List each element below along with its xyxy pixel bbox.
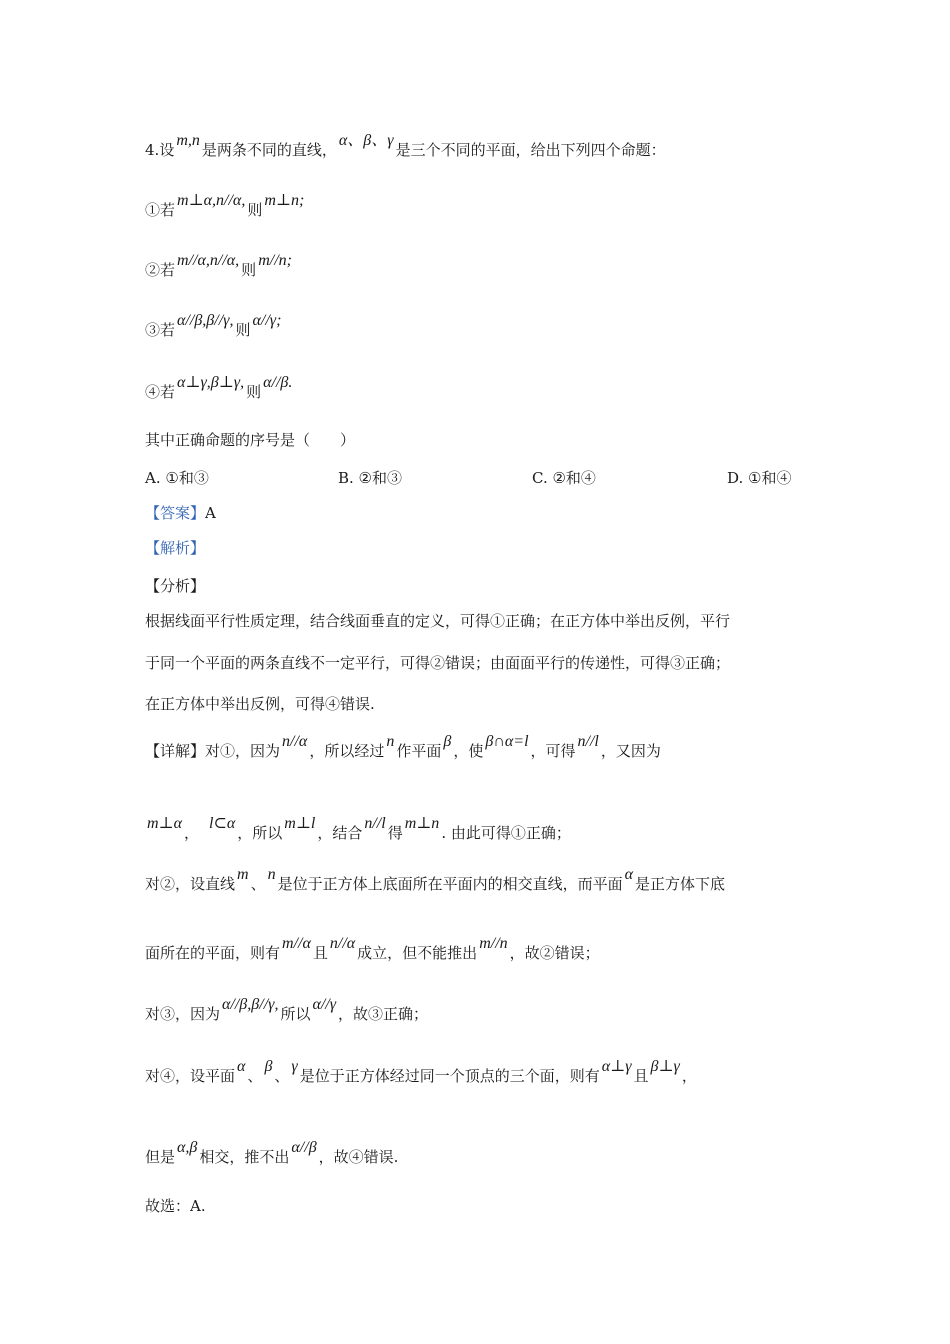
math: n//α	[282, 733, 308, 750]
question-stem: 4.设m,n是两条不同的直线，α、β、γ是三个不同的平面，给出下列四个命题：	[145, 132, 666, 159]
math: m,n	[176, 132, 200, 149]
math: α⊥γ,β⊥γ,	[177, 374, 245, 391]
detail-line-2: m⊥α，l⊂α，所以m⊥l，结合n//l得m⊥n. 由此可得①正确；	[147, 815, 571, 842]
math: α//γ	[312, 996, 337, 1013]
answer-label: 【答案】	[145, 504, 206, 522]
math: m⊥α	[147, 815, 182, 832]
detail-line-6: 对④，设平面α、β、γ是位于正方体经过同一个顶点的三个面，则有α⊥γ且β⊥γ，	[145, 1058, 697, 1085]
option-b: B. ②和③	[338, 469, 403, 487]
math: α,β	[177, 1139, 198, 1156]
analysis-line-1: 根据线面平行性质定理，结合线面垂直的定义，可得①正确；在正方体中举出反例，平行	[145, 612, 731, 630]
math: l⊂α	[209, 815, 236, 832]
question-number: 4.	[145, 141, 160, 159]
answer-value: A	[205, 504, 216, 522]
math: α//β,β//γ,	[177, 312, 234, 329]
analysis-line-2: 于同一个平面的两条直线不一定平行，可得②错误；由面面平行的传递性，可得③正确；	[145, 654, 731, 672]
option-d: D. ①和④	[727, 469, 792, 487]
math: β	[264, 1058, 273, 1075]
math: γ	[291, 1058, 298, 1075]
analysis-label: 【分析】	[145, 577, 206, 595]
option-c: C. ②和④	[532, 469, 596, 487]
math: α//γ;	[252, 312, 282, 329]
proposition-1: ①若m⊥α,n//α,则m⊥n;	[145, 192, 305, 219]
math: β∩α=l	[485, 733, 529, 750]
math: n//α	[329, 935, 356, 952]
detail-line-7: 但是α,β相交，推不出α//β，故④错误.	[145, 1139, 399, 1166]
detail-label: 【详解】	[145, 742, 206, 760]
math: α⊥γ	[601, 1058, 632, 1075]
analysis-line-3: 在正方体中举出反例，可得④错误.	[145, 695, 375, 713]
question-prompt: 其中正确命题的序号是（ ）	[145, 431, 356, 449]
math: α	[624, 866, 634, 883]
proposition-3: ③若α//β,β//γ,则α//γ;	[145, 312, 282, 339]
jiexi-label: 【解析】	[145, 539, 206, 557]
math: m⊥α,n//α,	[177, 192, 246, 209]
math: α//β	[291, 1139, 317, 1156]
detail-line-3: 对②，设直线m、n是位于正方体上底面所在平面内的相交直线，而平面α是正方体下底	[145, 866, 726, 893]
math: m//n;	[258, 252, 292, 269]
math: α//β.	[263, 374, 293, 391]
proposition-4: ④若α⊥γ,β⊥γ,则α//β.	[145, 374, 293, 401]
math: β⊥γ	[650, 1058, 680, 1075]
math: α	[237, 1058, 246, 1075]
answer-line	[145, 503, 216, 523]
detail-line-4: 面所在的平面，则有m//α且n//α成立，但不能推出m//n，故②错误；	[145, 935, 600, 962]
math: m	[237, 866, 249, 883]
math: α//β,β//γ,	[222, 996, 279, 1013]
math: m//α	[282, 935, 311, 952]
math: m⊥n;	[264, 192, 305, 209]
math: n//l	[364, 815, 386, 832]
math: m//α,n//α,	[177, 252, 240, 269]
conclusion: 故选：A.	[145, 1197, 206, 1215]
math: m⊥l	[284, 815, 316, 832]
option-a: A. ①和③	[145, 469, 209, 487]
math: n//l	[577, 733, 599, 750]
math: β	[443, 733, 452, 750]
math: n	[386, 733, 395, 750]
math: n	[267, 866, 276, 883]
proposition-2: ②若m//α,n//α,则m//n;	[145, 252, 292, 279]
math: α、β、γ	[338, 132, 394, 149]
math: m//n	[479, 935, 508, 952]
detail-line-1: 【详解】对①，因为n//α，所以经过n作平面β，使β∩α=l，可得n//l，又因为	[145, 733, 661, 760]
math: m⊥n	[404, 815, 440, 832]
detail-line-5: 对③，因为α//β,β//γ,所以α//γ，故③正确；	[145, 996, 429, 1023]
